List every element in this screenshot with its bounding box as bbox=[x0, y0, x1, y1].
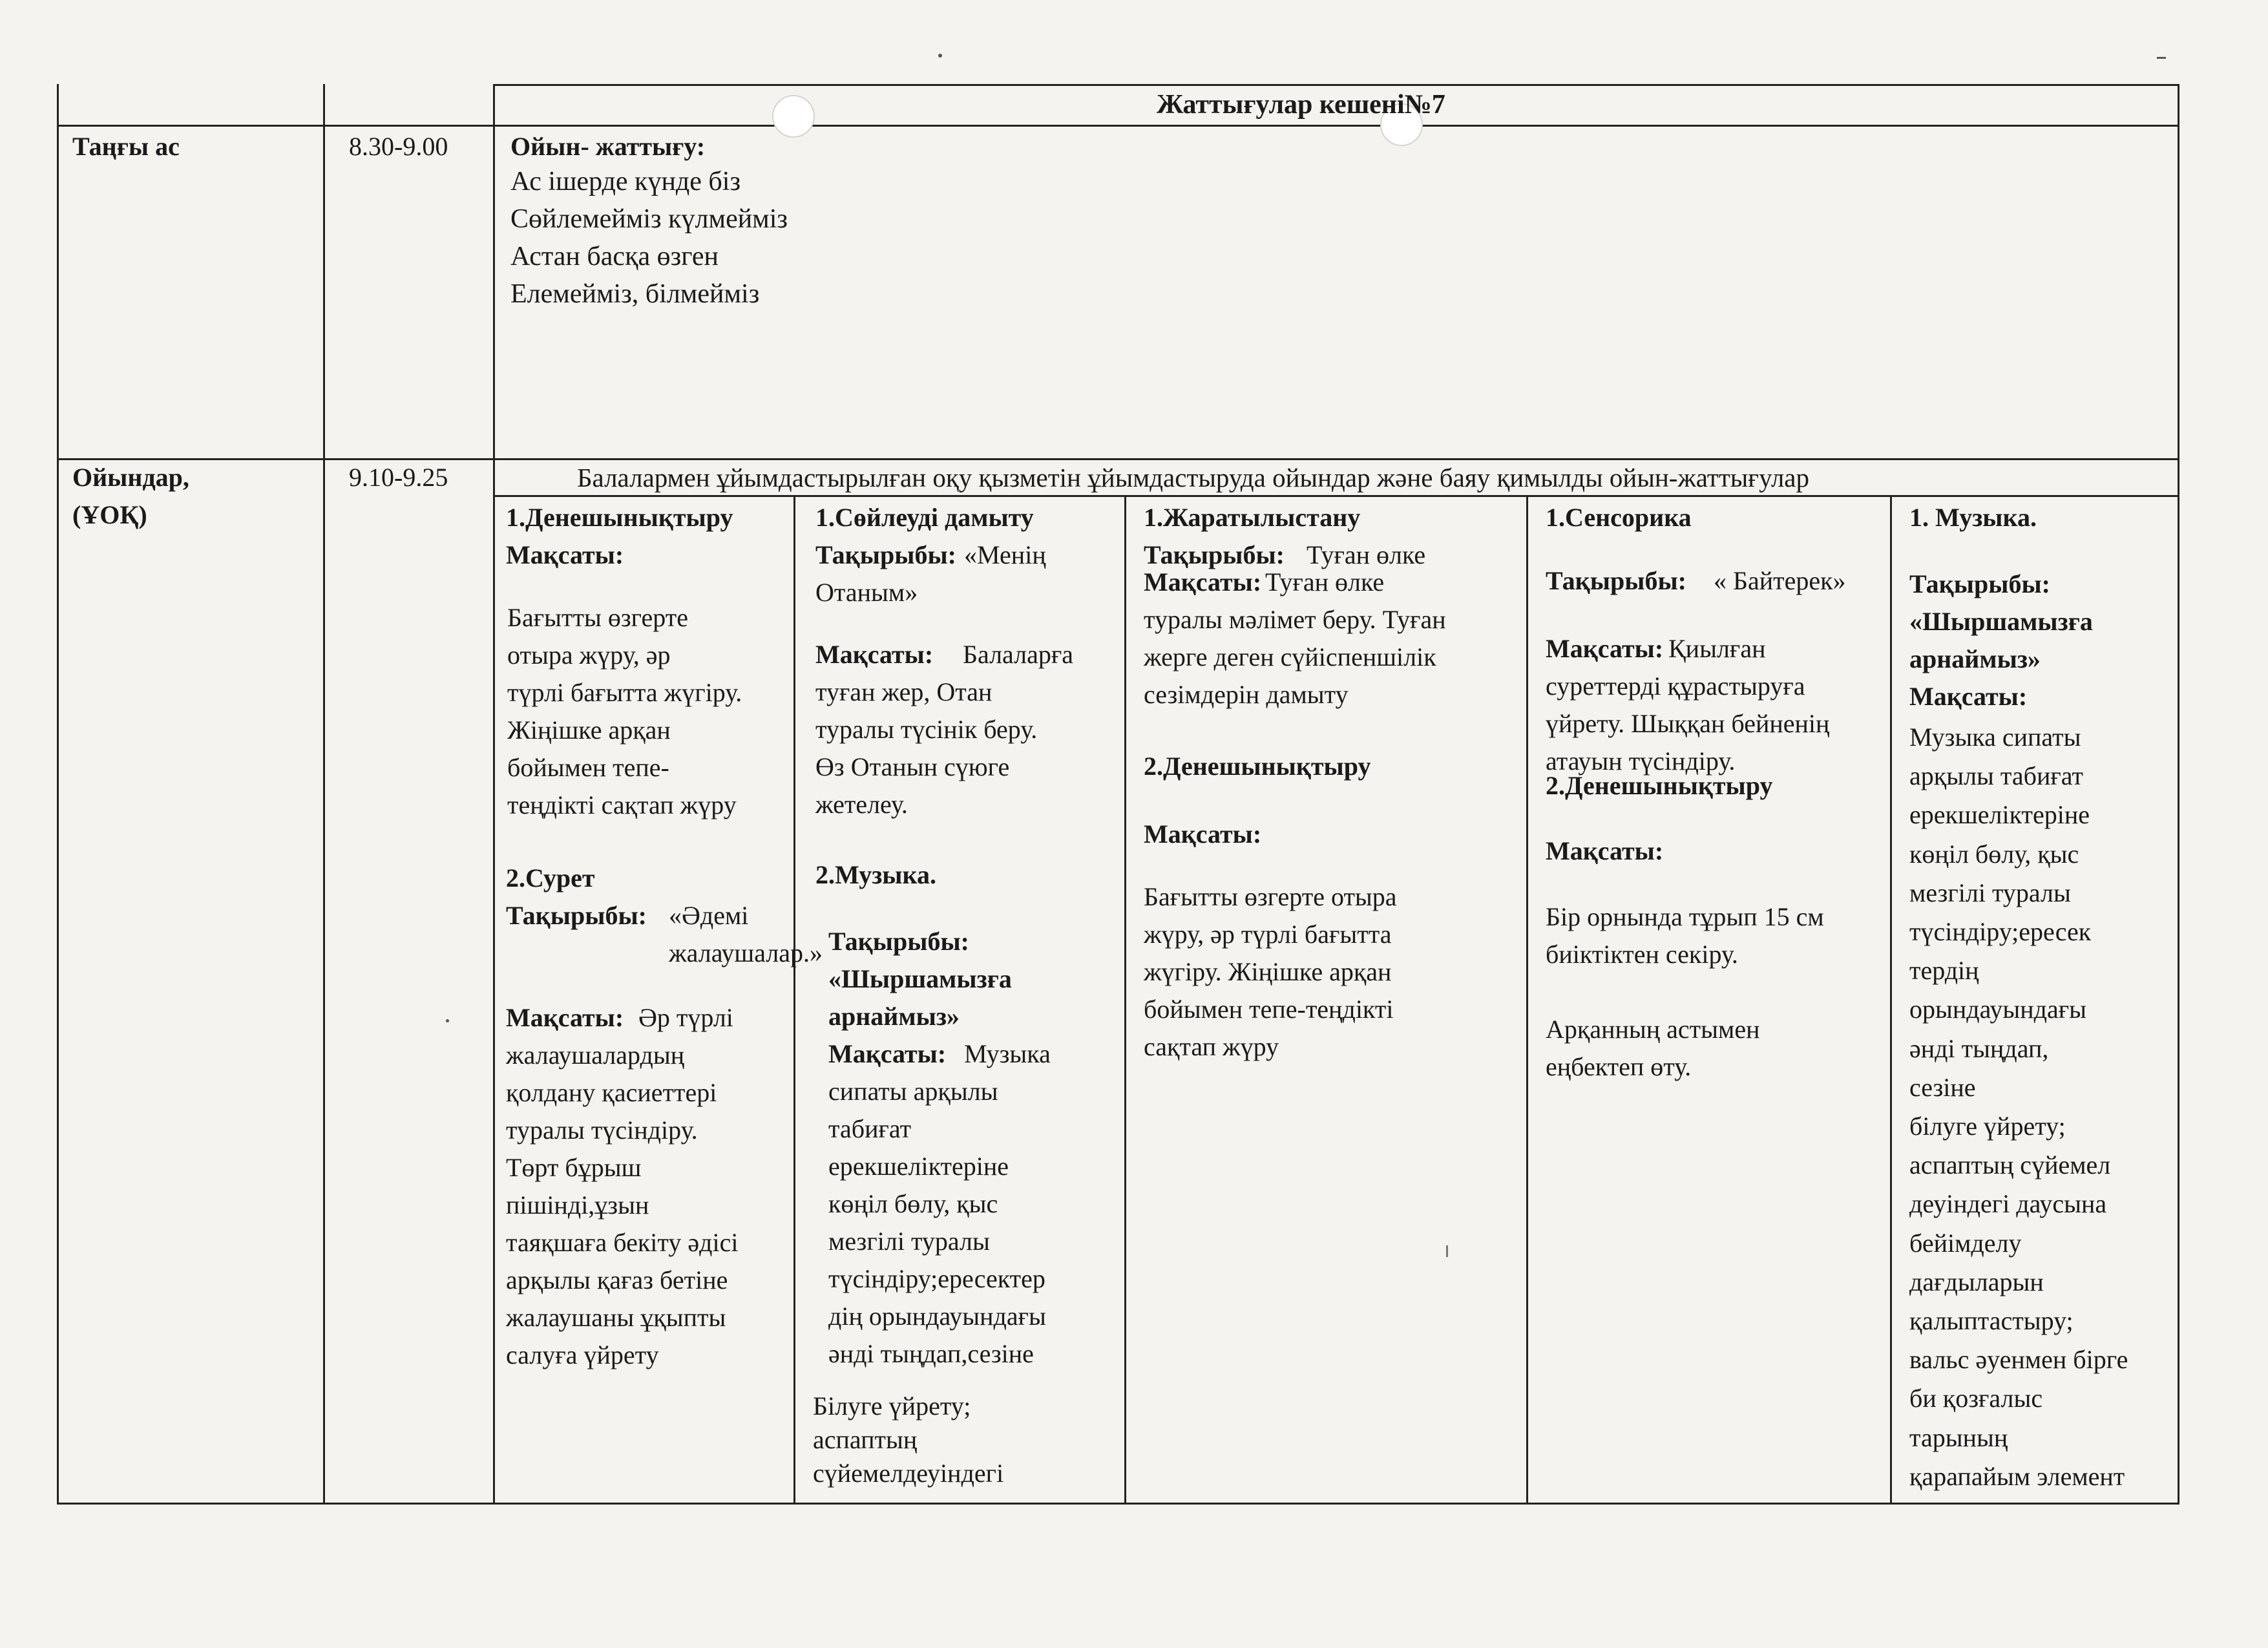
breakfast-poem: Ас ішерде күнде біз Сөйлемейміз күлмейміз Астан басқа өзген Елемейміз, білмейміз bbox=[510, 167, 788, 309]
day1-session1-text: Бағытты өзгерте отыра жүру, әр түрлі бағытта жүгіру. Жіңішке арқан бойымен тепе- теңдікті сақтап жүру bbox=[507, 603, 742, 819]
day4-session1-topic-label: Тақырыбы: bbox=[1546, 566, 1686, 595]
day3-session1-goal: Туған өлке туралы мәлімет беру. Туған жерге деген сүйіспеншілік сезімдерін дамыту bbox=[1144, 567, 1446, 709]
day3-session2-goal: Бағытты өзгерте отыра жүру, әр түрлі бағытта жүгіру. Жіңішке арқан бойымен тепе-теңдікті сақтап жүру bbox=[1144, 882, 1397, 1061]
table-divider-time bbox=[323, 84, 325, 1505]
day3-session1-title: 1.Жаратылыстану Тақырыбы: bbox=[1144, 503, 1361, 569]
day4-session1-goal: Қиылған суреттерді құрастыруға үйрету. Шыққан бейненің атауын түсіндіру. bbox=[1546, 634, 1830, 776]
breakfast-game-title: Ойын- жаттығу: bbox=[510, 132, 706, 161]
table-bottom-line bbox=[57, 1503, 2179, 1505]
day1-session2-goal-label: Мақсаты: bbox=[506, 1003, 624, 1032]
day4-session2-goal-label: Мақсаты: bbox=[1546, 836, 1664, 865]
scan-speck bbox=[2157, 57, 2166, 59]
day5-session1-goal: Музыка сипаты арқылы табиғат ерекшеліктеріне көңіл бөлу, қыс мезгілі туралы түсіндіру;ересек тердің орындауындағы әнді тыңдап, сезіне білуге үйрету; аспаптың сүйемел деуіндегі даусына бейімделу дағдыларын қалыптастыру; вальс әуенмен бірге би қозғалыс тарының қарапайым элемент bbox=[1909, 723, 2128, 1491]
day2-session1-goal: Балаларға туған жер, Отан туралы түсінік беру. Өз Отанын сүюге жетелеу. bbox=[815, 640, 1074, 819]
day-divider-1 bbox=[793, 495, 795, 1505]
day4-session1-topic: « Байтерек» bbox=[1714, 566, 1846, 595]
header-bottom-line bbox=[57, 125, 2179, 127]
games-subheader: Балалармен ұйымдастырылған оқу қызметін ұйымдастыруда ойындар және баяу қимылды ойын-жаттығулар bbox=[577, 463, 1809, 492]
scan-speck bbox=[938, 54, 942, 58]
day2-session2-goal-cont: Білуге үйрету; аспаптың сүйемелдеуіндегі bbox=[813, 1391, 1004, 1488]
day-divider-4 bbox=[1890, 495, 1892, 1505]
day4-session1-goal-label: Мақсаты: bbox=[1546, 634, 1664, 663]
day3-session1-goal-label: Мақсаты: bbox=[1144, 567, 1262, 597]
day1-session2-topic: «Әдемі жалаушалар.» bbox=[669, 901, 823, 967]
day2-session2-goal: Музыка сипаты арқылы табиғат ерекшеліктеріне көңіл бөлу, қыс мезгілі туралы түсіндіру;ересектер дің орындауындағы әнді тыңдап,сезіне bbox=[828, 1039, 1051, 1368]
day1-session1-title: 1.Денешынықтыру Мақсаты: bbox=[506, 503, 733, 569]
row-label-games: Ойындар, (ҰОҚ) bbox=[72, 463, 189, 529]
scan-speck bbox=[1446, 1245, 1448, 1257]
day3-session1-topic: Туған өлке bbox=[1307, 540, 1426, 569]
day1-session2-goal: Әр түрлі жалаушалардың қолдану қасиеттері туралы түсіндіру. Төрт бұрыш пішінді,ұзын таяқшаға бекіту әдісі арқылы қағаз бетіне жалаушаны ұқыпты салуға үйрету bbox=[506, 1003, 739, 1369]
day4-session2-title: 2.Денешынықтыру bbox=[1546, 771, 1773, 800]
day4-session2-goal: Бір орнында тұрып 15 см биіктіктен секіру. Арқанның астымен еңбектеп өту. bbox=[1546, 902, 1824, 1081]
day3-session2-title: 2.Денешынықтыру bbox=[1144, 752, 1371, 781]
punch-hole bbox=[772, 95, 815, 138]
day-divider-3 bbox=[1526, 495, 1528, 1505]
row-time-breakfast: 8.30-9.00 bbox=[349, 132, 448, 161]
day2-session1-title: 1.Сөйлеуді дамыту Тақырыбы: bbox=[815, 503, 1034, 569]
day2-session1-topic: «Менің Отаным» bbox=[815, 540, 1046, 607]
row-label-breakfast: Таңғы ас bbox=[72, 132, 180, 161]
week-title: Жаттығулар кешені№7 bbox=[1157, 90, 1445, 120]
day2-session2-title: 2.Музыка. bbox=[815, 860, 936, 889]
day2-session2-topic: Тақырыбы: «Шыршамызға арнаймыз» Мақсаты: bbox=[828, 927, 1012, 1068]
day5-session1-title: 1. Музыка. bbox=[1909, 503, 2037, 532]
day1-session2-title: 2.Сурет Тақырыбы: bbox=[506, 863, 647, 930]
day-divider-2 bbox=[1124, 495, 1126, 1505]
day3-session2-goal-label: Мақсаты: bbox=[1144, 819, 1262, 849]
scan-speck bbox=[446, 1019, 449, 1022]
table-border-right bbox=[2178, 84, 2179, 1505]
day4-session1-title: 1.Сенсорика bbox=[1546, 503, 1692, 532]
row-time-games: 9.10-9.25 bbox=[349, 463, 448, 492]
day5-session1-topic: Тақырыбы: «Шыршамызға арнаймыз» Мақсаты: bbox=[1909, 569, 2093, 711]
table-divider-content bbox=[493, 84, 495, 1505]
table-border-left bbox=[57, 84, 59, 1505]
day2-session1-goal-label: Мақсаты: bbox=[815, 640, 934, 669]
